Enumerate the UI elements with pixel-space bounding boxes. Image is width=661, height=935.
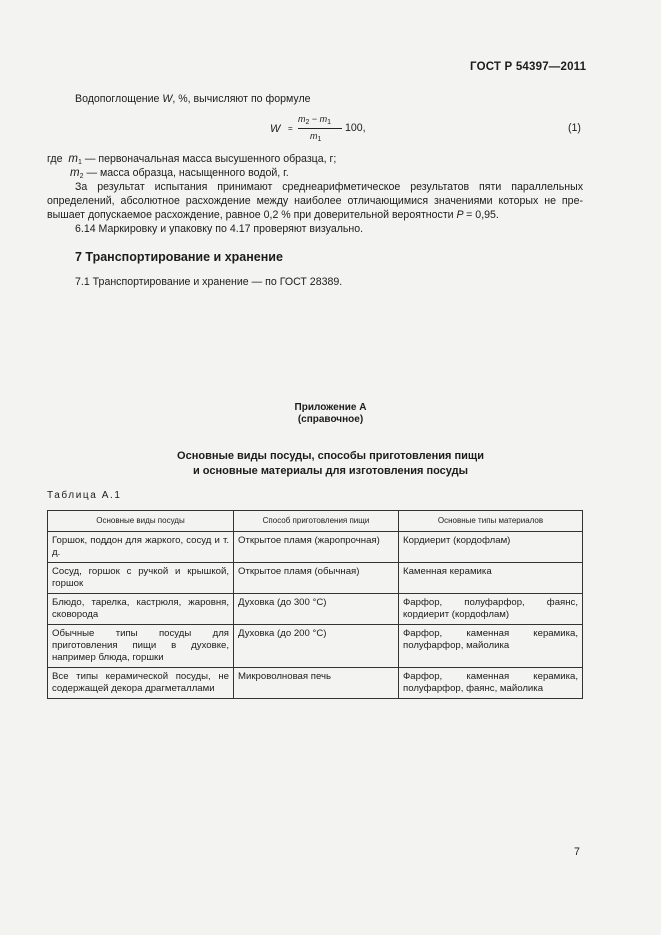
cell-dishware: Горшок, поддон для жаркого, сосуд и т. д. <box>48 532 234 563</box>
cell-dishware: Все типы керамической посуды, не содержащей декора драгметаллами <box>48 668 234 699</box>
table-label: Таблица А.1 <box>47 490 122 501</box>
result-line-3 <box>47 208 499 223</box>
appendix-kind: (справочное) <box>297 414 364 425</box>
clause-6-14: 6.14 Маркировку и упаковку по 4.17 проверяют визуально. <box>75 223 364 235</box>
cell-materials: Кордиерит (кордофлам) <box>399 532 583 563</box>
formula-denominator: $m_1$ <box>310 131 322 143</box>
cell-cooking-method: Открытое пламя (жаропрочная) <box>234 532 399 563</box>
fraction-bar <box>298 128 342 129</box>
clause-7-1: 7.1 Транспортирование и хранение — по ГОСТ 28389. <box>75 276 343 288</box>
header-cell-materials: Основные типы материалов <box>399 511 583 532</box>
result-line-3-text: вышает допускаемое расхождение, равное 0,2 % при доверительной вероятности P = 0,95. <box>47 209 499 221</box>
cell-materials: Фарфор, полуфарфор, фаянс, кордиерит (кордофлам) <box>399 594 583 625</box>
header-cell-cooking-method: Способ приготовления пищи <box>234 511 399 532</box>
formula-equals: = <box>288 124 293 133</box>
standard-header: ГОСТ Р 54397—2011 <box>470 61 587 73</box>
formula <box>270 114 520 148</box>
cell-materials: Фарфор, каменная керамика, полуфарфор, майолика <box>399 625 583 668</box>
cell-cooking-method: Духовка (до 300 °С) <box>234 594 399 625</box>
table-row <box>48 625 583 668</box>
where-m1: где $m_1$ — первоначальная масса высушенного образца, г; <box>47 153 337 166</box>
formula-lhs: W <box>270 123 281 135</box>
formula-intro-text: Водопоглощение W, %, вычисляют по формуле <box>75 93 311 105</box>
cell-dishware: Блюдо, тарелка, кастрюля, жаровня, сковорода <box>48 594 234 625</box>
materials-table <box>47 510 583 699</box>
where-m2: $m_2$ — масса образца, насыщенного водой, г. <box>70 167 289 180</box>
appendix-title-line-2: и основные материалы для изготовления посуды <box>192 465 469 477</box>
appendix-label: Приложение А <box>294 402 367 413</box>
cell-dishware: Обычные типы посуды для приготовления пищи в духовке, например блюда, горшки <box>48 625 234 668</box>
formula-multiplier: 100, <box>345 122 366 134</box>
page-number: 7 <box>574 846 580 858</box>
table-row <box>48 594 583 625</box>
formula-intro <box>75 92 311 107</box>
formula-number: (1) <box>568 122 581 134</box>
table-row <box>48 532 583 563</box>
table-row <box>48 563 583 594</box>
section-7-title: 7 Транспортирование и хранение <box>75 250 283 264</box>
result-line-1: За результат испытания принимают среднеарифметическое результатов пяти параллельных <box>75 181 583 193</box>
cell-cooking-method: Духовка (до 200 °С) <box>234 625 399 668</box>
header-cell-dishware: Основные виды посуды <box>48 511 234 532</box>
cell-materials: Каменная керамика <box>399 563 583 594</box>
cell-materials: Фарфор, каменная керамика, полуфарфор, фаянс, майолика <box>399 668 583 699</box>
result-line-2: определений, абсолютное расхождение между наиболее отличающимися значениями которых не пре- <box>47 195 583 207</box>
appendix-title-line-1: Основные виды посуды, способы приготовления пищи <box>177 450 484 462</box>
cell-dishware: Сосуд, горшок с ручкой и крышкой, горшок <box>48 563 234 594</box>
cell-cooking-method: Микроволновая печь <box>234 668 399 699</box>
table-header-row <box>48 511 583 532</box>
formula-numerator: $m_2 - m_1$ <box>298 114 332 126</box>
cell-cooking-method: Открытое пламя (обычная) <box>234 563 399 594</box>
table-row <box>48 668 583 699</box>
